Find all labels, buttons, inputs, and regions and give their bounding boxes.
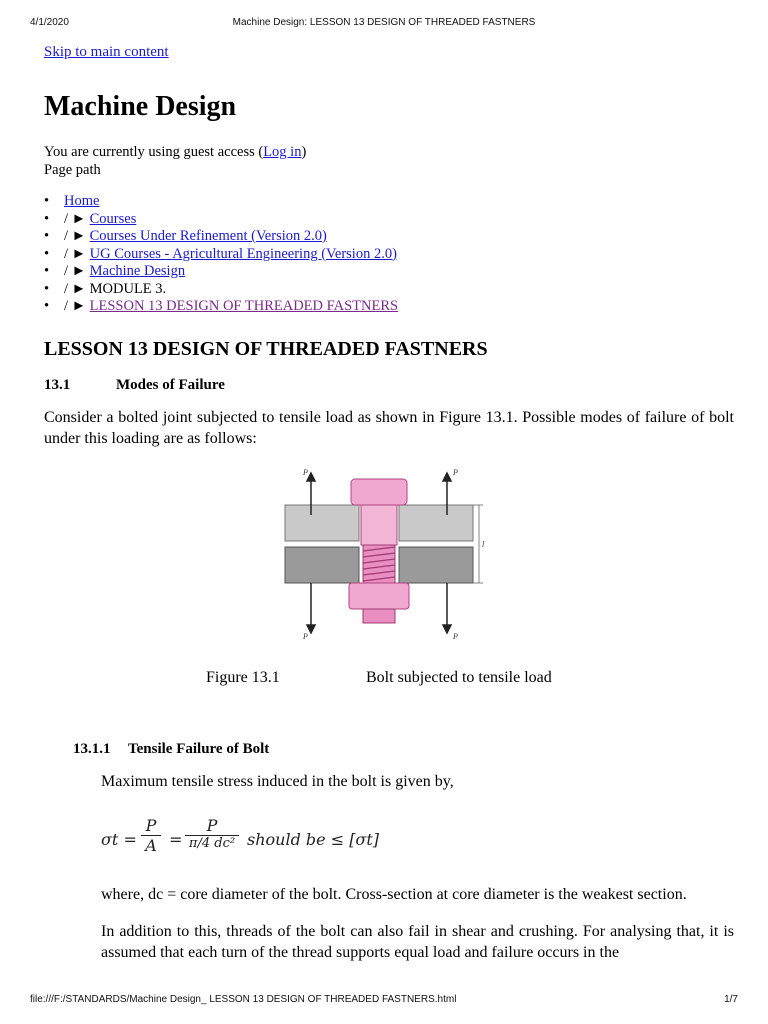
- page-number: 1/7: [724, 994, 738, 1005]
- load-label: P: [303, 467, 308, 477]
- bullet-icon: •: [44, 263, 50, 279]
- login-link[interactable]: Log in: [263, 144, 302, 160]
- breadcrumb-link[interactable]: Courses Under Refinement (Version 2.0): [89, 228, 327, 244]
- breadcrumb-separator: / ►: [64, 263, 90, 279]
- formula-condition: should be ≤ [σt]: [247, 829, 380, 849]
- print-header: [0, 17, 768, 31]
- bolted-joint-illustration: [277, 467, 487, 657]
- guest-text-end: ): [301, 144, 307, 160]
- formula-lhs: σt =: [101, 829, 137, 849]
- breadcrumb-item: [44, 246, 734, 264]
- print-date: 4/1/2020: [30, 17, 69, 28]
- bullet-icon: •: [44, 280, 50, 297]
- figure-caption: [44, 669, 734, 689]
- figure-label: Figure 13.1: [206, 668, 280, 686]
- formula-equals: =: [169, 829, 183, 849]
- breadcrumb-link[interactable]: UG Courses - Agricultural Engineering (Version 2.0): [89, 245, 397, 262]
- breadcrumb-item: [44, 263, 734, 281]
- figure-caption-text: Bolt subjected to tensile load: [366, 668, 552, 686]
- page-path-label: Page path: [44, 162, 101, 178]
- breadcrumb-link: MODULE 3.: [89, 280, 167, 297]
- formula-fraction-1: [141, 816, 161, 855]
- breadcrumb-separator: / ►: [64, 245, 90, 262]
- breadcrumb-separator: / ►: [64, 298, 90, 314]
- print-footer: [0, 994, 768, 1008]
- breadcrumb-item: [44, 193, 734, 211]
- intro-paragraph: Consider a bolted joint subjected to tensile load as shown in Figure 13.1. Possible modes of failure of bolt under this loading are as follows:: [44, 408, 734, 447]
- breadcrumb-separator: / ►: [64, 210, 90, 227]
- breadcrumb-separator: / ►: [64, 280, 90, 297]
- length-label: l: [482, 539, 485, 549]
- breadcrumb-item: [44, 281, 734, 299]
- breadcrumb-link[interactable]: LESSON 13 DESIGN OF THREADED FASTNERS: [89, 298, 399, 314]
- subsection-title: Tensile Failure of Bolt: [128, 740, 270, 757]
- subsection-number: 13.1.1: [73, 740, 111, 757]
- subsection-heading: [73, 741, 734, 758]
- breadcrumb-link[interactable]: Home: [64, 193, 100, 209]
- breadcrumb-separator: / ►: [64, 228, 90, 244]
- tensile-stress-formula: [101, 816, 734, 864]
- guest-text: You are currently using guest access (: [44, 144, 264, 160]
- breadcrumb-link[interactable]: Courses: [89, 210, 137, 227]
- bullet-icon: •: [44, 298, 50, 314]
- bullet-icon: •: [44, 245, 50, 262]
- print-title: Machine Design: LESSON 13 DESIGN OF THREADED FASTNERS: [232, 17, 536, 28]
- page-content: [44, 44, 734, 963]
- fraction-denominator: π/4 dc²: [185, 835, 239, 851]
- breadcrumb-link[interactable]: Machine Design: [89, 263, 186, 279]
- breadcrumb-item: [44, 298, 734, 316]
- load-label: P: [453, 467, 458, 477]
- fraction-numerator: P: [206, 815, 218, 835]
- fraction-denominator: A: [141, 835, 161, 855]
- section-number: 13.1: [44, 376, 71, 393]
- breadcrumb-item: [44, 211, 734, 229]
- bullet-icon: •: [44, 210, 50, 227]
- where-paragraph: where, dc = core diameter of the bolt. Cross-section at core diameter is the weakest section.: [101, 885, 687, 903]
- figure-13-1: [44, 467, 734, 657]
- lesson-title: LESSON 13 DESIGN OF THREADED FASTNERS: [44, 337, 488, 360]
- breadcrumb-item: [44, 228, 734, 246]
- threads-paragraph: In addition to this, threads of the bolt can also fail in shear and crushing. For analysing that, it is assumed that each turn of the thread supports equal load and failure occurs in the: [101, 922, 734, 961]
- bullet-icon: •: [44, 193, 50, 209]
- load-label: P: [303, 631, 308, 641]
- section-heading: [44, 377, 734, 394]
- file-path: file:///F:/STANDARDS/Machine Design_ LESSON 13 DESIGN OF THREADED FASTNERS.html: [30, 994, 457, 1005]
- site-title: Machine Design: [44, 91, 237, 122]
- section-title: Modes of Failure: [116, 376, 225, 393]
- formula-fraction-2: [185, 816, 239, 851]
- guest-access-info: [44, 143, 734, 179]
- load-label: P: [453, 631, 458, 641]
- bullet-icon: •: [44, 228, 50, 244]
- breadcrumb: [44, 193, 734, 316]
- skip-to-content-link[interactable]: Skip to main content: [44, 44, 169, 60]
- stress-paragraph: Maximum tensile stress induced in the bolt is given by,: [101, 772, 454, 790]
- fraction-numerator: P: [145, 815, 157, 835]
